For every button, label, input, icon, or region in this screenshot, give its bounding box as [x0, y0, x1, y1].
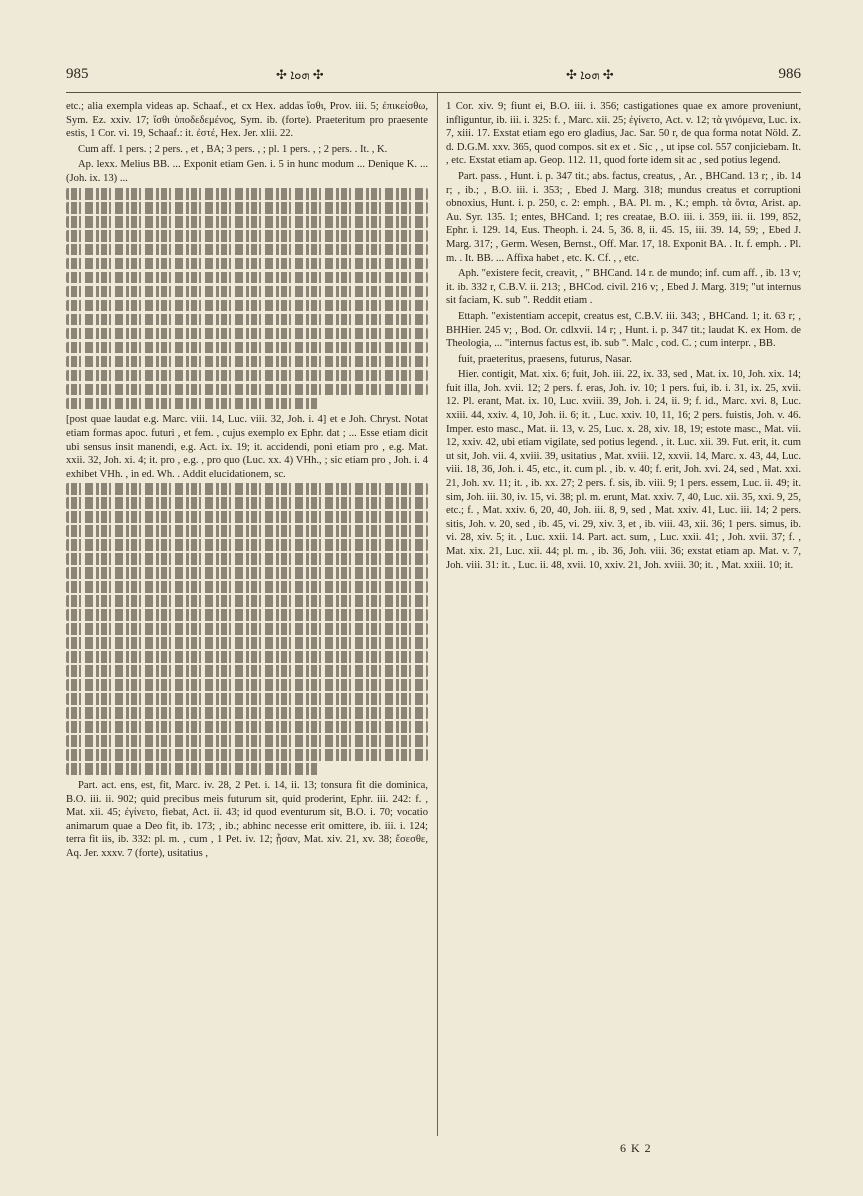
headword-right: ✣ ܗܘܐ ✣ — [566, 67, 614, 82]
syriac-text-block — [66, 188, 428, 410]
header-rule — [66, 92, 801, 93]
entry-paragraph: etc.; alia exempla videas ap. Schaaf., et cx Hex. addas ἴσθι, Prov. iii. 5; ἐπικείσθω, Sym. Ez. xxiv. 17; ἴσθι ὑποδεδεμένος, Sym. ib. (forte). Praeteritum pro praesente estis, 1 Cor. vi. 19, Schaaf.: it. ἐστέ, Hex. Jer. xlii. 22. — [66, 101, 428, 140]
page-number-right: 986 — [778, 66, 801, 82]
page-number-left: 985 — [66, 66, 89, 82]
entry-paragraph: Part. act. ens, est, fit, Marc. iv. 28, 2 Pet. i. 14, ii. 13; tonsura fit die dominica, B.O. iii. ii. 902; quid precibus meis futurum sit, quid proderint, Ephr. iii. 242: f. , Mat. xii. 45; ἐγίνετο, fiebat, Act. ii. 43; id quod eventurum sit, B.O. i. 70; vocatio animarum quae a Deo fit, ib. 173; , ib.; abhinc necesse erit omittere, ib. iii. i. 124; terra fit iis, ib. 332: pl. m. , cum , 1 Pet. iv. 12; ᾖσαν, Mat. xiv. 21, xv. 38; ἔσεσθε, Aq. Jer. xxxv. 7 (forte), usitatius , — [66, 779, 428, 859]
column-divider — [437, 92, 438, 1136]
entry-paragraph: Ettaph. "existentiam accepit, creatus est, C.B.V. iii. 343; , BHCand. 1; it. 63 r; , BHHier. 245 v; , Bod. Or. cdlxvii. 14 r; , Hunt. i. p. 347 tit.; laudat K. ex Hom. de Theologia, ... "internus factus est, ib. sub ". Malc , cod. C. ; cum interpr. , BB. — [446, 310, 801, 350]
entry-paragraph: fuit, praeteritus, praesens, futurus, Nasar. — [458, 353, 632, 365]
right-column — [446, 100, 801, 1136]
entry-paragraph: [post quae laudat e.g. Marc. viii. 14, Luc. viii. 32, Joh. i. 4] et e Joh. Chryst. Notat etiam formas apoc. futuri , et fem. , cujus exemplo ex Ephr. dat ; ... Esse etiam dicit ubi sensus insit manendi, e.g. Act. ix. 19; it. accidendi, poni etiam pro , e.g. Mat. xxii. 32, Joh. xi. 4; it. pro , e.g. , pro quo (Luc. xx. 4) VHh., ; sic etiam pro , Joh. i. 4 exhibet VHh. , in ed. Wh. . Addit elucidationem, sc. — [66, 414, 428, 480]
printer-signature: 6 K 2 — [620, 1141, 652, 1155]
left-column — [66, 100, 428, 1136]
headword-left: ✣ ܗܘܐ ✣ — [276, 67, 324, 82]
entry-paragraph: Aph. "existere fecit, creavit, , " BHCand. 14 r. de mundo; inf. cum aff. , ib. 13 v; it. ib. 332 r, C.B.V. ii. 213; , BHCod. civil. 216 v; , Ebed J. Marg. 319; "ut internus sit faciam, K. sub ". Reddit etiam . — [446, 268, 801, 307]
entry-paragraph: Part. pass. , Hunt. i. p. 347 tit.; abs. factus, creatus, , Ar. , BHCand. 13 r; , ib. 14 r; , ib.; , B.O. iii. i. 353; , Ebed J. Marg. 318; mundus creatus et corruptioni obnoxius, Hunt. i. p. 250, c. 2: emph. , BA. Pl. m. , K.; emph. τὰ ὄντα, Arist. ap. Au. Syr. 135. 1; entes, BHCand. 1; res creatae, B.O. iii. i. 359, iii. ii. 199, 852, Ephr. i. 129. 14, Eus. Theoph. i. 24. 5, 36. 8, ii. 45. 15, iii. 39. 14, 59; , Ebed J. Marg. 317; , Germ. Wesen, Bernst., Off. Mar. 17, 18. Exponit BA. . It. f. emph. . Pl. m. . It. BB. ... Affixa habet , etc. K. Cf. , , etc. — [446, 170, 801, 264]
entry-paragraph: Hier. contigit, Mat. xix. 6; fuit, Joh. iii. 22, ix. 33, sed , Mat. ix. 10, Joh. xix. 14; fuit illa, Joh. xvii. 12; 2 pers. f. eras, Joh. iv. 10; 1 pers. fui, ib. i. 31, ix. 25, xvii. 12. Pl. erant, Mat. ix. 10, Luc. xviii. 39, Joh. i. 24, ii. 9; f. id., Marc. xvi. 8, Luc. xxiii. 44, xxiv. 4, 10, Joh. ii. 6; it. , Luc. xxiv. 10, 11, 16; 2 pers. fuistis, Joh. v. 46. Imper. esto masc., Mat. ii. 13, v. 25, Luc. x. 28, xiv. 18, 19; estote masc., Mat. vii. 12, xxiv. 42, ubi etiam vigilate, sed potius legend. , it. Luc. xii. 39. Fut. erit, it. cum ut sit, Joh. vii. 4, xviii. 39, usitatius , Mat. xviii. 12, xxvii. 14, Marc. x. 43, 44, Luc. viii. 18, 36, Joh. i. 45, etc., it. cum pl. , ib. v. 40; f. erit, Joh. xvi. 24, sed , Mat. xxi. 21, Joh. xv. 11; it. , ib. xx. 27; 2 pers. f. sis, ib. viii. 9; 1 pers. essem, Luc. ii. 49; it. sim, Joh. iii. 30, iv. 15, vi. 38; pl. m. erunt, Mat. xxiv. 7, 40, Luc. xii. 35, xxi. 9, 25, etc.; f. , Mat. xxiv. 6, 20, 40, Joh. iii. 8, 9, sed , Mat. xxiv. 41, Luc. iii. 14; 2 pers. sitis, Joh. v. 20, sed , ib. 45, vi. 29, xiv. 3, et , ib. viii. 43, xii. 36; 1 pers. simus, ib. vi. 28, xiv. 5; it. , Luc. xxii. 14. Part. act. sum, , Luc. xxii. 41; , Joh. xvii. 37; f. , Mat. xix. 21, Luc. xii. 44; pl. m. , ib. 36, Joh. viii. 36; exstat etiam ap. Mat. v. 7, Joh. viii. 31: it. , Luc. ii. 48, xvii. 10, xxiv. 21, Joh. xviii. 30; it. , Mat. xxiii. 10; it. — [446, 369, 801, 571]
entry-paragraph: 1 Cor. xiv. 9; fiunt ei, B.O. iii. i. 356; castigationes quae ex amore proveniunt, infliguntur, ib. iii. i. 325: f. , Marc. xii. 25; ἐγίνετο, Act. v. 12; τὰ γινόμενα, Luc. ix. 7, xiii. 17. Exstat etiam ego ero gladius, Jac. Sar. 50 r, de qua forma notat Nöld. Z. d. D.G.M. xxv. 365, quod compos. sit ex et . Sic , , ut ipse col. 557 conjiciebam. It. , etc. Exstat etiam ap. Geop. 112. 11, quod forte idem sit ac , sed potius legend. — [446, 101, 801, 167]
entry-paragraph: Cum aff. 1 pers. ; 2 pers. , et , BA; 3 pers. , ; pl. 1 pers. , ; 2 pers. . It. , K. — [78, 143, 388, 155]
running-head — [66, 66, 801, 88]
entry-paragraph: Ap. lexx. Melius BB. ... Exponit etiam Gen. i. 5 in hunc modum ... Denique K. ... (Joh. ix. 13) ... — [66, 159, 428, 184]
syriac-text-block — [66, 483, 428, 774]
